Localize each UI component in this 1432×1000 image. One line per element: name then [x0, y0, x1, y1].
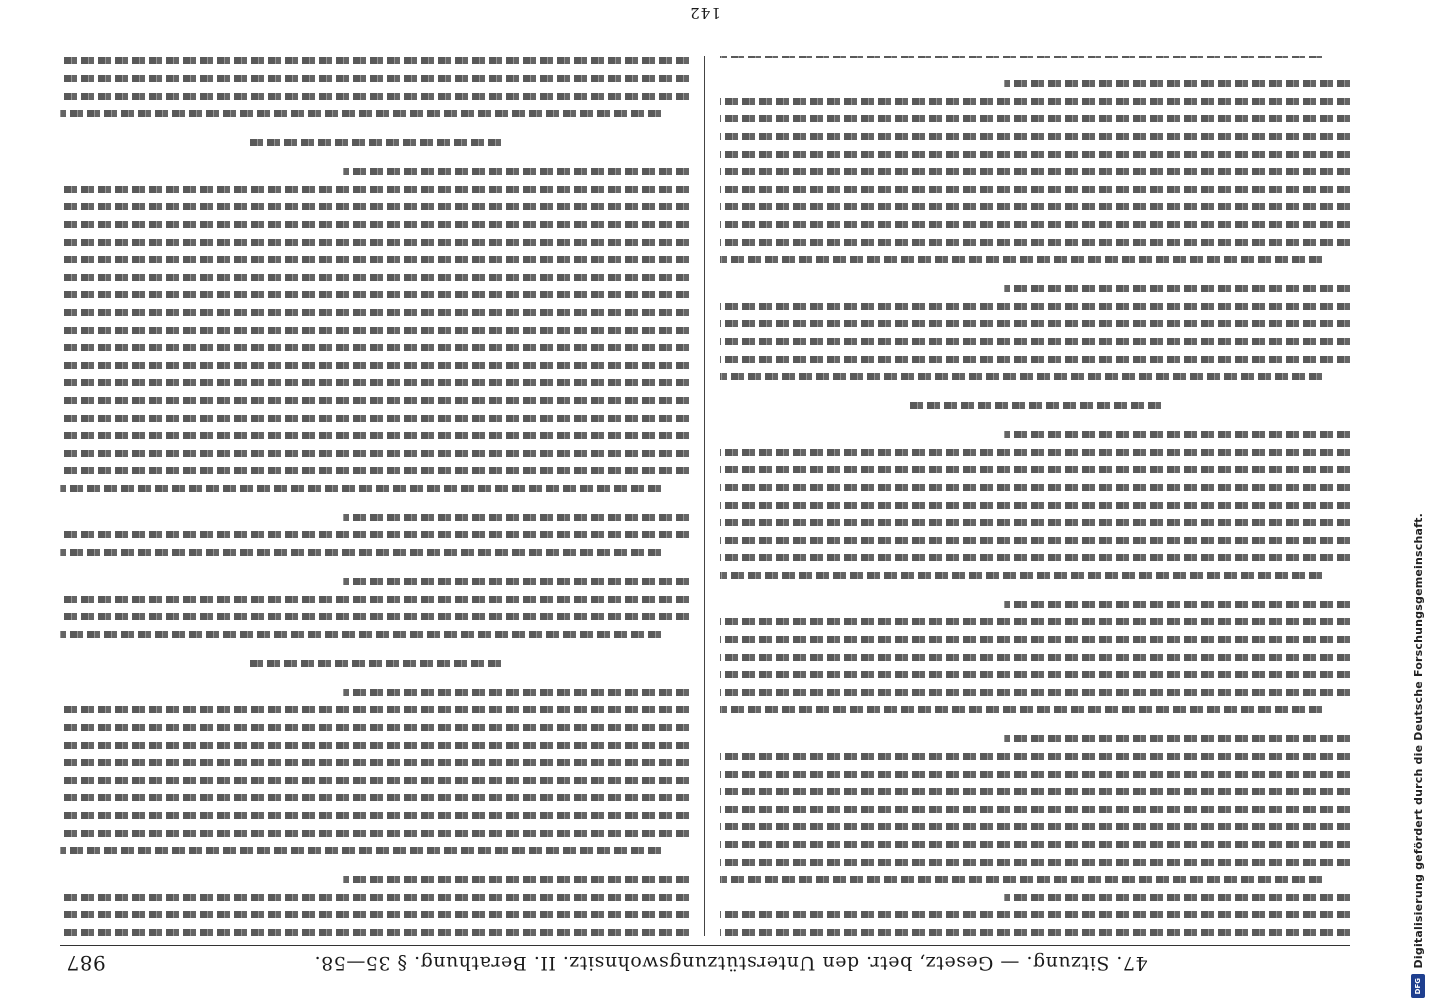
text-line [60, 549, 662, 556]
text-line [60, 291, 690, 298]
text-line [60, 327, 690, 334]
text-line [721, 706, 1323, 713]
text-line [721, 373, 1323, 380]
column-divider [705, 56, 706, 936]
text-line [721, 239, 1351, 246]
text-line [60, 93, 690, 100]
text-line [721, 788, 1351, 795]
text-line [60, 794, 690, 801]
text-line [60, 186, 690, 193]
text-line [60, 485, 662, 492]
text-line [60, 309, 690, 316]
text-line [721, 771, 1351, 778]
digitization-credit-text: Digitalisierung gefördert durch die Deutsche Forschungsgemeinschaft. [1411, 512, 1425, 968]
text-line [60, 911, 690, 918]
text-line [721, 502, 1351, 509]
text-line [721, 911, 1351, 918]
text-line [721, 572, 1323, 579]
text-line [1004, 285, 1350, 292]
text-line [721, 654, 1351, 661]
text-line [60, 57, 690, 64]
text-line [60, 221, 690, 228]
text-line [60, 467, 690, 474]
text-line [60, 724, 690, 731]
text-line [1004, 80, 1350, 87]
text-line [60, 397, 690, 404]
text-line [721, 168, 1351, 175]
text-line [60, 75, 690, 82]
text-line [60, 110, 662, 117]
scanned-page-rotated [60, 4, 1350, 980]
text-line [721, 98, 1351, 105]
text-line [60, 344, 690, 351]
text-line [60, 759, 690, 766]
text-columns [60, 56, 1350, 936]
text-line [60, 379, 690, 386]
text-line [721, 554, 1351, 561]
text-line [721, 221, 1351, 228]
text-line [721, 256, 1323, 263]
text-line [1004, 894, 1350, 901]
footer-number: 142 [689, 4, 721, 22]
text-line [60, 432, 690, 439]
text-line [721, 753, 1351, 760]
text-line [1004, 601, 1350, 608]
text-line [721, 689, 1351, 696]
text-line [721, 303, 1351, 310]
text-line [721, 356, 1351, 363]
text-line [721, 823, 1351, 830]
text-line [60, 274, 690, 281]
text-line [721, 56, 1323, 58]
text-line [60, 256, 690, 263]
text-line [60, 894, 690, 901]
text-line [343, 689, 689, 696]
text-line [721, 859, 1351, 866]
text-line [60, 929, 690, 936]
text-line [721, 929, 1351, 936]
text-line [721, 449, 1351, 456]
text-line [721, 519, 1351, 526]
text-line [721, 537, 1351, 544]
text-line [60, 742, 690, 749]
text-line [60, 362, 690, 369]
text-line [721, 876, 1323, 883]
text-line [721, 338, 1351, 345]
digitization-credit [1406, 36, 1430, 998]
text-line [343, 514, 689, 521]
text-line [721, 619, 1351, 626]
running-head [60, 945, 1350, 980]
text-line [721, 186, 1351, 193]
text-line [721, 671, 1351, 678]
dfg-logo: DFG [1411, 974, 1425, 998]
text-line [909, 402, 1161, 409]
text-line [60, 847, 662, 854]
running-head-title: 47. Sitzung. — Gesetz, betr. den Unterstützungswohnsitz. II. Berathung. § 35—58. [314, 952, 1148, 974]
text-line [60, 631, 662, 638]
text-line [721, 115, 1351, 122]
text-line [343, 876, 689, 883]
text-line [721, 841, 1351, 848]
text-line [721, 484, 1351, 491]
text-line [721, 203, 1351, 210]
text-line [60, 812, 690, 819]
text-line [721, 133, 1351, 140]
right-column [60, 56, 690, 936]
text-line [60, 415, 690, 422]
text-line [60, 596, 690, 603]
text-line [721, 320, 1351, 327]
text-line [60, 532, 690, 539]
text-line [1004, 735, 1350, 742]
text-line [60, 830, 690, 837]
text-line [60, 239, 690, 246]
text-line [60, 706, 690, 713]
left-column [721, 56, 1351, 936]
text-line [249, 660, 501, 667]
text-line [721, 636, 1351, 643]
text-line [60, 613, 690, 620]
text-line [60, 203, 690, 210]
text-line [343, 578, 689, 585]
text-line [343, 168, 689, 175]
text-line [60, 777, 690, 784]
text-line [1004, 431, 1350, 438]
text-line [60, 450, 690, 457]
page-number: 987 [66, 951, 106, 975]
text-line [721, 466, 1351, 473]
text-line [721, 151, 1351, 158]
text-line [249, 139, 501, 146]
text-line [721, 806, 1351, 813]
